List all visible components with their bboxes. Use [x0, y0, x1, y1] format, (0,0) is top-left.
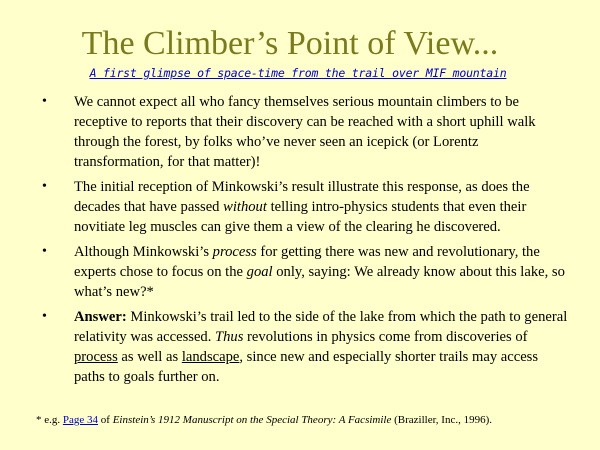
underlined-text: process	[74, 349, 118, 365]
bullet-icon: •	[42, 179, 47, 194]
bullet-icon: •	[42, 244, 47, 259]
emphasis-text: without	[223, 199, 267, 215]
book-title: Einstein’s 1912 Manuscript on the Special Theory: A Facsimile	[112, 414, 392, 426]
bullet-item-4	[40, 307, 570, 387]
answer-label: Answer:	[74, 309, 127, 325]
bullet-text-part: Although Minkowski’s	[74, 244, 213, 260]
bullet-text-part: as well as	[117, 349, 182, 365]
bullet-text-part: The initial reception of Minkowski’s result illustrate this response, as does the decades that have passed	[74, 179, 530, 215]
bullet-text-part: only, saying: We already know about this lake, so what’s new?*	[74, 264, 565, 300]
bullet-list	[40, 92, 570, 392]
bullet-item-1	[40, 92, 570, 172]
bullet-item-2	[40, 177, 570, 237]
slide-title: The Climber’s Point of View...	[81, 25, 499, 62]
bullet-text-part: , since new and especially shorter trails may access paths to goals further on.	[74, 349, 539, 385]
bullet-text-part: revolutions in physics come from discoveries of	[243, 329, 528, 345]
bullet-icon: •	[42, 309, 47, 324]
bullet-text-part: Minkowski’s trail led to the side of the lake from which the path to general relativity was accessed.	[74, 309, 568, 345]
bullet-item-3	[40, 242, 570, 302]
underlined-text: landscape	[181, 349, 240, 365]
emphasis-text: Thus	[215, 329, 244, 345]
bullet-icon: •	[42, 94, 47, 109]
bullet-text: We cannot expect all who fancy themselves serious mountain climbers to be receptive to reports that their discovery can be reached with a short uphill walk through the forest, by folks who’ve never seen an icepick (or Lorentz transformation, for that matter)!	[74, 94, 536, 170]
page-34-link[interactable]: Page 34	[62, 414, 99, 426]
footnote-of: of	[98, 414, 113, 426]
footnote-prefix: * e.g.	[36, 414, 63, 426]
footnote-suffix: (Braziller, Inc., 1996).	[391, 414, 493, 426]
subtitle-link[interactable]: A first glimpse of space-time from the trail over MIF mountain	[89, 66, 507, 80]
emphasis-text: goal	[246, 264, 273, 280]
footnote	[36, 413, 596, 427]
bullet-text-part: for getting there was new and revolutionary, the experts chose to focus on the	[74, 244, 540, 280]
emphasis-text: process	[212, 244, 257, 260]
bullet-text-part: telling intro-physics students that even their novitiate leg muscles can give them a view of the clearing he discovered.	[74, 199, 527, 235]
